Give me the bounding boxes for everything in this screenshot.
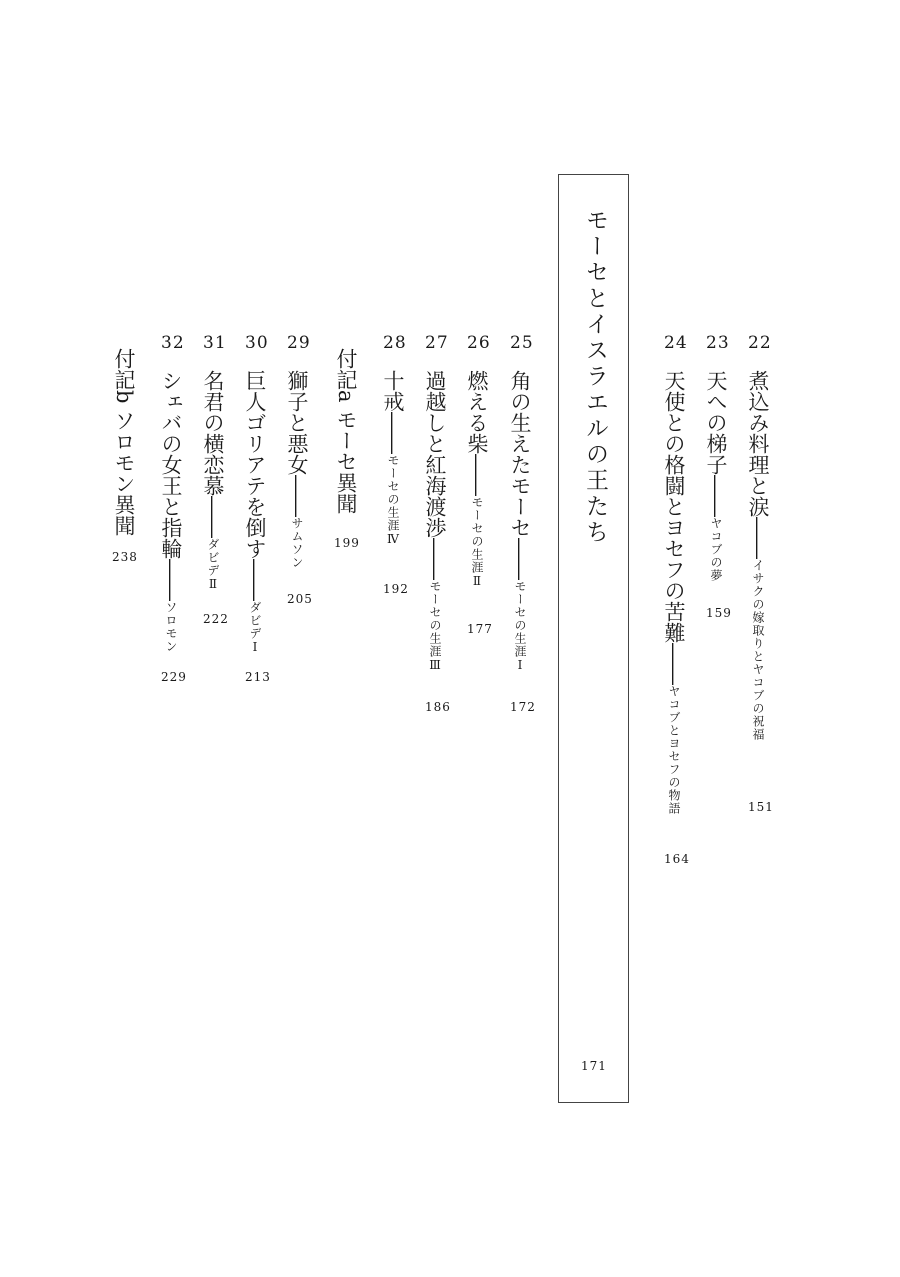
entry-dash: ―― [704,475,728,517]
entry-page-number: 213 [245,670,271,684]
entry-title: シェバの女王と指輪 [159,370,183,559]
entry-page-number: 172 [510,700,536,714]
toc-entry[interactable] [283,370,311,569]
entry-number: 30 [245,333,269,353]
entry-subtitle: ヤコブとヨセフの物語 [667,685,681,815]
toc-entry-appendix[interactable] [332,348,360,514]
entry-page-number: 238 [112,550,138,564]
entry-number: 31 [203,333,227,353]
part-page-number: 171 [581,1059,607,1073]
entry-title: 天への梯子 [704,370,728,475]
entry-dash: ―― [159,559,183,601]
part-title: モーセとイスラエルの王たち [582,208,608,546]
entry-title: 獅子と悪女 [285,370,309,475]
toc-entry[interactable] [463,370,491,589]
entry-subtitle: ヤコブの夢 [709,517,723,582]
entry-number: 28 [383,333,407,353]
toc-entry[interactable] [744,370,772,741]
toc-entry[interactable] [660,370,688,815]
entry-page-number: 205 [287,592,313,606]
entry-dash: ―― [465,454,489,496]
toc-entry[interactable] [702,370,730,582]
entry-number: 22 [748,333,772,353]
toc-entry[interactable] [157,370,185,653]
entry-page-number: 151 [748,800,774,814]
entry-subtitle: ダビデⅡ [206,538,220,592]
entry-dash: ―― [201,496,225,538]
toc-entry[interactable] [506,370,534,673]
entry-dash: ―― [381,412,405,454]
entry-number: 27 [425,333,449,353]
entry-title: 名君の横恋慕 [201,370,225,496]
entry-dash: ―― [746,517,770,559]
entry-title: 角の生えたモーセ [508,370,532,538]
entry-page-number: 199 [334,536,360,550]
entry-number: 29 [287,333,311,353]
entry-subtitle: モーセの生涯Ⅲ [428,580,442,673]
entry-dash: ―― [508,538,532,580]
entry-page-number: 159 [706,606,732,620]
entry-subtitle: ソロモン [164,601,178,653]
entry-subtitle: イサクの嫁取りとヤコブの祝福 [751,559,765,741]
entry-title: 付記b ソロモン異聞 [112,348,136,537]
entry-number: 26 [467,333,491,353]
entry-title: 煮込み料理と涙 [746,370,770,517]
entry-page-number: 222 [203,612,229,626]
entry-title: 燃える柴 [465,370,489,454]
entry-title: 巨人ゴリアテを倒す [243,370,267,559]
toc-entry[interactable] [379,370,407,547]
entry-number: 24 [664,333,688,353]
entry-title: 過越しと紅海渡渉 [423,370,447,538]
toc-entry[interactable] [199,370,227,592]
entry-dash: ―― [662,643,686,685]
entry-page-number: 186 [425,700,451,714]
entry-page-number: 192 [383,582,409,596]
entry-number: 32 [161,333,185,353]
toc-entry[interactable] [241,370,269,655]
entry-subtitle: モーセの生涯Ⅰ [513,580,527,673]
toc-entry-appendix[interactable] [110,348,138,536]
entry-dash: ―― [423,538,447,580]
entry-subtitle: モーセの生涯Ⅱ [470,496,484,589]
entry-page-number: 164 [664,852,690,866]
toc-entry[interactable] [421,370,449,673]
entry-subtitle: サムソン [290,517,304,569]
entry-subtitle: モーセの生涯Ⅳ [386,454,400,547]
entry-page-number: 177 [467,622,493,636]
entry-title: 付記a モーセ異聞 [334,348,358,515]
entry-number: 25 [510,333,534,353]
entry-title: 天使との格闘とヨセフの苦難 [662,370,686,643]
entry-dash: ―― [243,559,267,601]
entry-subtitle: ダビデⅠ [248,601,262,655]
entry-number: 23 [706,333,730,353]
entry-page-number: 229 [161,670,187,684]
entry-title: 十戒 [381,370,405,412]
entry-dash: ―― [285,475,309,517]
